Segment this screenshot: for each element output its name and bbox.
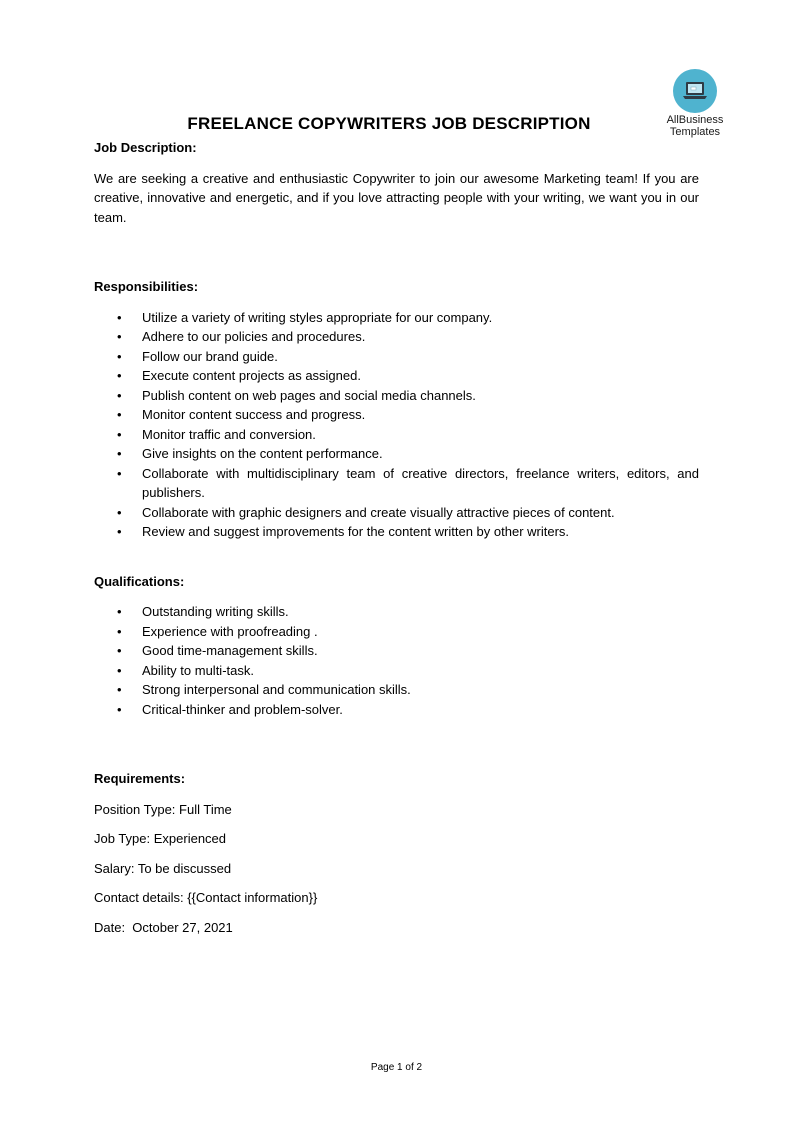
bullet: • xyxy=(117,446,122,461)
list-item: • Adhere to our policies and procedures. xyxy=(94,327,699,347)
page-number: Page 1 of 2 xyxy=(370,1062,423,1073)
salary: Salary: To be discussed xyxy=(94,860,232,876)
bullet: • xyxy=(117,504,122,520)
responsibilities-heading: Responsibilities: xyxy=(94,279,199,294)
list-item: • Outstanding writing skills. xyxy=(94,602,699,622)
requirements-heading: Requirements: xyxy=(94,771,186,786)
list-item: • Critical-thinker and problem-solver. xyxy=(94,700,699,720)
job-type: Job Type: Experienced xyxy=(94,831,227,846)
contact-details: Contact details: {{Contact information}} xyxy=(94,890,318,905)
job-description-text: We are seeking a creative and enthusiastic Copywriter to join our awesome Marketing team! If you are creative, innovative and energetic, and if you love attracting people with your writing, we want you in our team. xyxy=(94,170,699,225)
bullet: • xyxy=(117,407,122,422)
responsibilities-list xyxy=(94,308,699,542)
list-item: • Ability to multi-task. xyxy=(94,661,699,681)
list-item: • Follow our brand guide. xyxy=(94,347,699,367)
list-item: • Experience with proofreading . xyxy=(94,622,699,642)
job-description-heading: Job Description: xyxy=(94,140,197,155)
list-item: • Monitor traffic and conversion. xyxy=(94,425,699,445)
laptop-icon xyxy=(681,80,709,102)
list-item: • Give insights on the content performance. xyxy=(94,444,699,464)
bullet: • xyxy=(117,465,122,481)
logo-badge xyxy=(673,69,717,113)
bullet: • xyxy=(117,329,122,344)
position-type: Position Type: Full Time xyxy=(94,801,232,817)
bullet: • xyxy=(117,524,122,539)
bullet: • xyxy=(117,662,122,678)
logo-line-1: AllBusiness xyxy=(666,114,724,126)
document-title: FREELANCE COPYWRITERS JOB DESCRIPTION xyxy=(187,114,591,133)
bullet: • xyxy=(117,623,122,639)
bullet: • xyxy=(117,426,122,442)
document-body xyxy=(94,138,699,937)
list-item: • Strong interpersonal and communication skills. xyxy=(94,680,699,700)
bullet: • xyxy=(117,348,122,364)
list-item: • Good time-management skills. xyxy=(94,641,699,661)
logo-line-2: Templates xyxy=(669,126,721,138)
list-item: • Publish content on web pages and social media channels. xyxy=(94,386,699,406)
qualifications-list xyxy=(94,602,699,719)
list-item: • Execute content projects as assigned. xyxy=(94,366,699,386)
bullet: • xyxy=(117,643,122,658)
bullet: • xyxy=(117,368,122,383)
bullet: • xyxy=(117,682,122,697)
document-date: Date: October 27, 2021 xyxy=(94,919,233,935)
qualifications-heading: Qualifications: xyxy=(94,573,185,589)
list-item: • Utilize a variety of writing styles appropriate for our company. xyxy=(94,308,699,328)
list-item: • Collaborate with graphic designers and create visually attractive pieces of content. xyxy=(94,503,699,523)
list-item: • Review and suggest improvements for the content written by other writers. xyxy=(94,522,699,542)
bullet: • xyxy=(117,309,122,325)
bullet: • xyxy=(117,604,122,619)
bullet: • xyxy=(117,701,122,717)
list-item: • Monitor content success and progress. xyxy=(94,405,699,425)
bullet: • xyxy=(117,387,122,403)
list-item: • Collaborate with multidisciplinary team of creative directors, freelance writers, editors, and publishers. xyxy=(117,465,699,500)
